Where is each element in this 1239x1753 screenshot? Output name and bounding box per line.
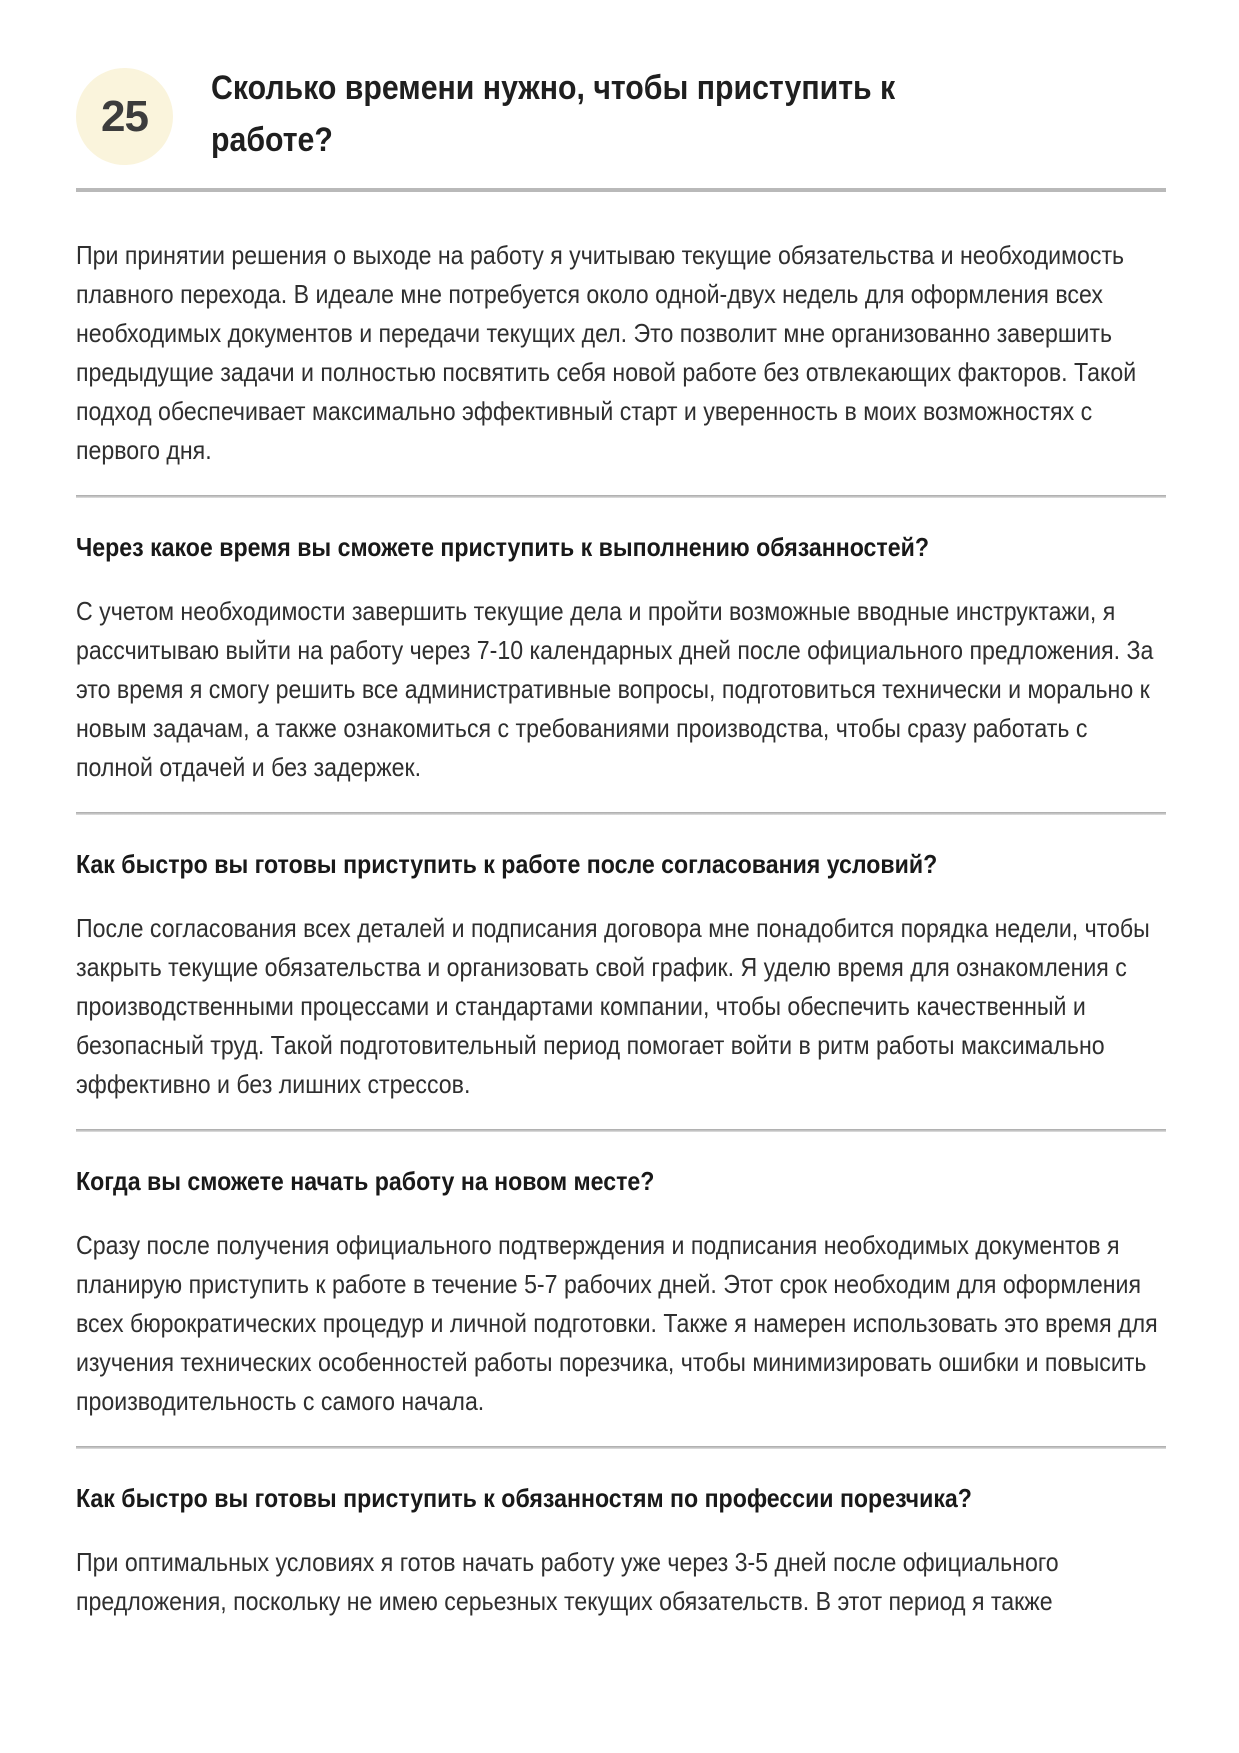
question-number: 25 — [101, 91, 148, 141]
qa-section — [76, 495, 1166, 787]
qa-section — [76, 812, 1166, 1104]
question-number-badge — [76, 68, 173, 165]
intro-paragraph: При принятии решения о выходе на работу я учитываю текущие обязательства и необходимость плавного перехода. В идеале мне потребуется около одной-двух недель для оформления всех необходимых документов и передачи текущих дел. Это позволит мне организованно завершить предыдущие задачи и полностью посвятить себя новой работе без отвлекающих факторов. Такой подход обеспечивает максимально эффективный старт и уверенность в моих возможностях с первого дня. — [76, 240, 1137, 465]
question-heading: Через какое время вы сможете приступить к выполнению обязанностей? — [76, 532, 929, 562]
qa-section — [76, 1129, 1166, 1421]
answer-paragraph: После согласования всех деталей и подписания договора мне понадобится порядка недели, чтобы закрыть текущие обязательства и организовать свой график. Я уделю время для ознакомления с производственными процессами и стандартами компании, чтобы обеспечить качественный и безопасный труд. Такой подготовительный период помогает войти в ритм работы максимально эффективно и без лишних стрессов. — [76, 913, 1150, 1099]
qa-section — [76, 1446, 1166, 1621]
question-heading: Как быстро вы готовы приступить к обязанностям по профессии порезчика? — [76, 1483, 972, 1513]
section-divider — [76, 1446, 1166, 1449]
page-title: Сколько времени нужно, чтобы приступить к работе? — [211, 69, 896, 159]
answer-paragraph: С учетом необходимости завершить текущие дела и пройти возможные вводные инструктажи, я рассчитываю выйти на работу через 7-10 календарных дней после официального предложения. За это время я смогу решить все административные вопросы, подготовиться технически и морально к новым задачам, а также ознакомиться с требованиями производства, чтобы сразу работать с полной отдачей и без задержек. — [76, 596, 1154, 782]
answer-paragraph: Сразу после получения официального подтверждения и подписания необходимых документов я планирую приступить к работе в течение 5-7 рабочих дней. Этот срок необходим для оформления всех бюрократических процедур и личной подготовки. Также я намерен использовать это время для изучения технических особенностей работы порезчика, чтобы минимизировать ошибки и повысить производительность с самого начала. — [76, 1230, 1158, 1416]
section-divider — [76, 495, 1166, 498]
section-divider — [76, 812, 1166, 815]
question-header — [76, 62, 1166, 192]
question-heading: Когда вы сможете начать работу на новом месте? — [76, 1166, 655, 1196]
question-heading: Как быстро вы готовы приступить к работе после согласования условий? — [76, 849, 938, 879]
title-wrapper — [211, 62, 1166, 166]
section-divider — [76, 1129, 1166, 1132]
answer-paragraph: При оптимальных условиях я готов начать работу уже через 3-5 дней после официального предложения, поскольку не имею серьезных текущих обязательств. В этот период я также — [76, 1547, 1059, 1616]
